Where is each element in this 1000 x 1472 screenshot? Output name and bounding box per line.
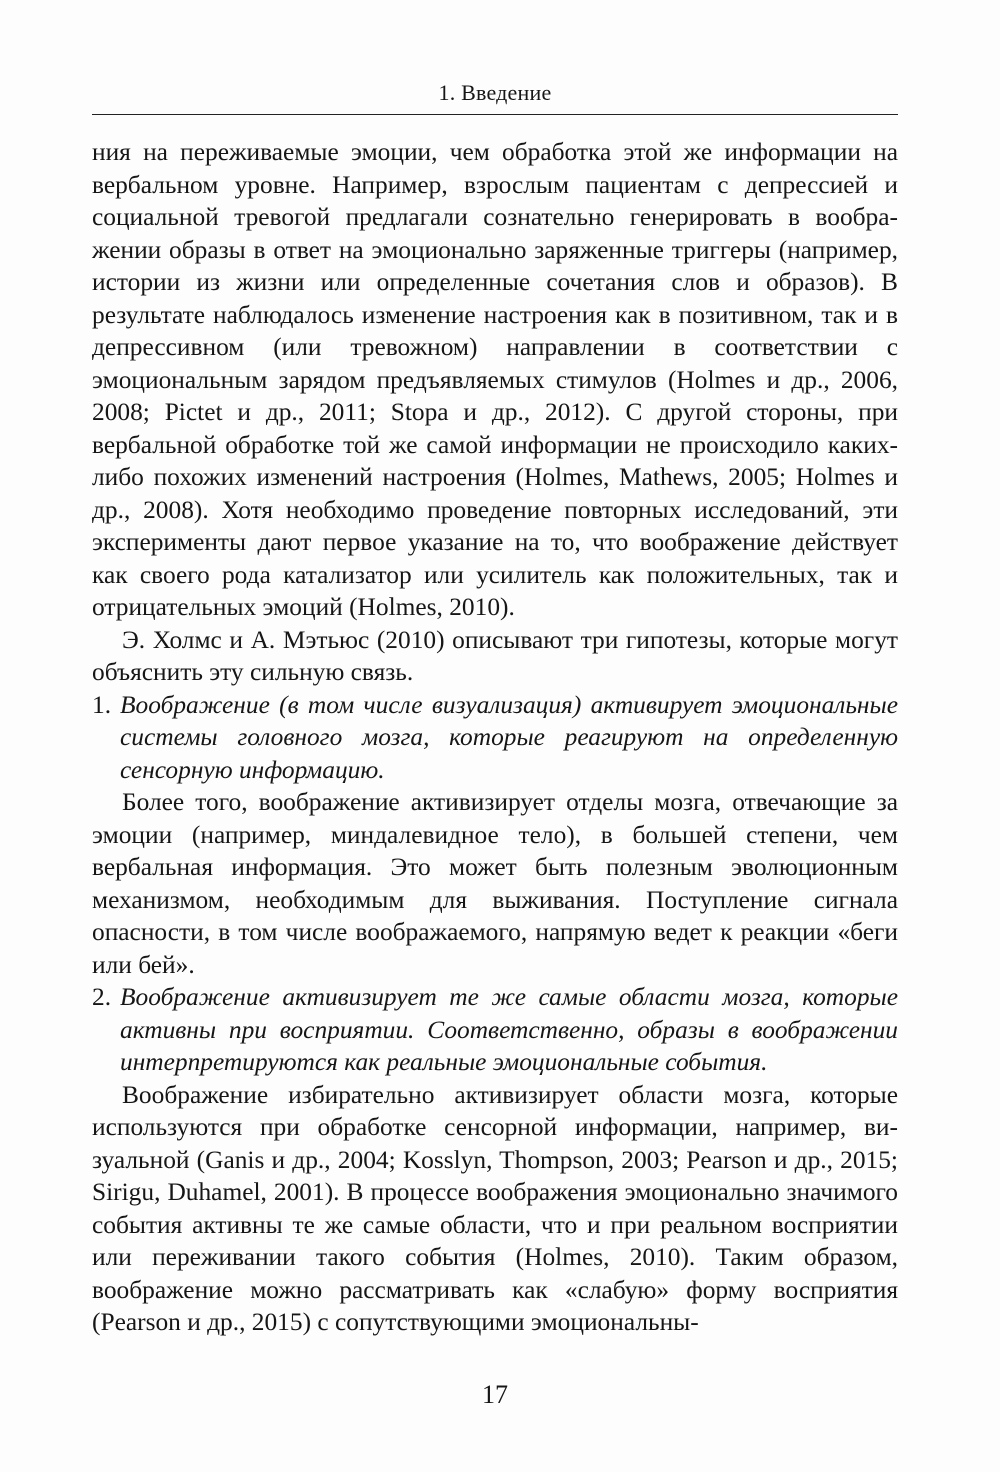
page-body [92,136,898,1339]
running-header: 1. Введение [438,80,552,105]
paragraph-emotion-areas: Более того, воображение активизирует отделы мозга, отвечающие за эмоции (например, миндалевидное тело), в большей степени, чем вербальная информация. Это может быть полезным эволюционным механизмом, необходимым для выживания. Поступление сигнала опасности, в том числе воображаемого, напрямую ведет к реакции «беги или бей». [92,788,898,979]
hypothesis-item-2 [92,981,898,1079]
hypothesis-item-1 [92,689,898,787]
paragraph-continuation: ния на переживаемые эмоции, чем обработка этой же информации на вербальном уровне. Например, взрослым пациентам с депрессией и социальной тревогой предлагали сознательно генерировать в воображении образы в ответ на эмоционально заряженные триггеры (например, истории из жизни или определенные сочетания слов и образов). В результате наблюдалось изменение настроения как в позитивном, так и в депрессивном (или тревожном) направлении в соответствии с эмоциональным зарядом предъявляемых стимулов (Holmes и др., 2006, 2008; Pictet и др., 2011; Stopa и др., 2012). С другой стороны, при вербальной обработке той же самой информации не происходило каких-либо похожих изменений настроения (Holmes, Mathews, 2005; Holmes и др., 2008). Хотя необходимо проведение повторных исследований, эти эксперименты дают первое указание на то, что воображение действует как своего рода катализатор или усилитель как положительных, так и отрицательных эмоций (Holmes, 2010). [92,138,898,621]
paragraph-sensory-areas: Воображение избирательно активизирует области мозга, которые используются при обработке сенсорной информации, например, визуальной (Ganis и др., 2004; Kosslyn, Thompson, 2003; Pearson и др., 2015; Sirigu, Duhamel, 2001). В процессе воображения эмоционально значимого события активны те же самые области, что и при реальном восприятии или переживании такого события (Holmes, 2010). Таким образом, воображение можно рассматривать как «слабую» форму восприятия (Pearson и др., 2015) с сопутствующими эмоциональны- [92,1080,898,1336]
hypothesis-text: Воображение активизирует те же самые области мозга, которые активны при восприятии. Соответственно, образы в воображении интерпретируются как реальные эмоциональные события. [120,983,898,1076]
hypothesis-text: Воображение (в том числе визуализация) активирует эмоциональные системы головного мозга, которые реагируют на определенную сенсорную информацию. [120,690,898,784]
page-number: 17 [482,1380,508,1409]
hypothesis-number: 1. [92,690,112,719]
hypothesis-number: 2. [92,983,112,1011]
header-rule [92,114,898,115]
paragraph-hypotheses-intro: Э. Холмс и А. Мэтьюс (2010) описывают три гипотезы, которые могут объяснить эту сильную связь. [92,625,898,686]
